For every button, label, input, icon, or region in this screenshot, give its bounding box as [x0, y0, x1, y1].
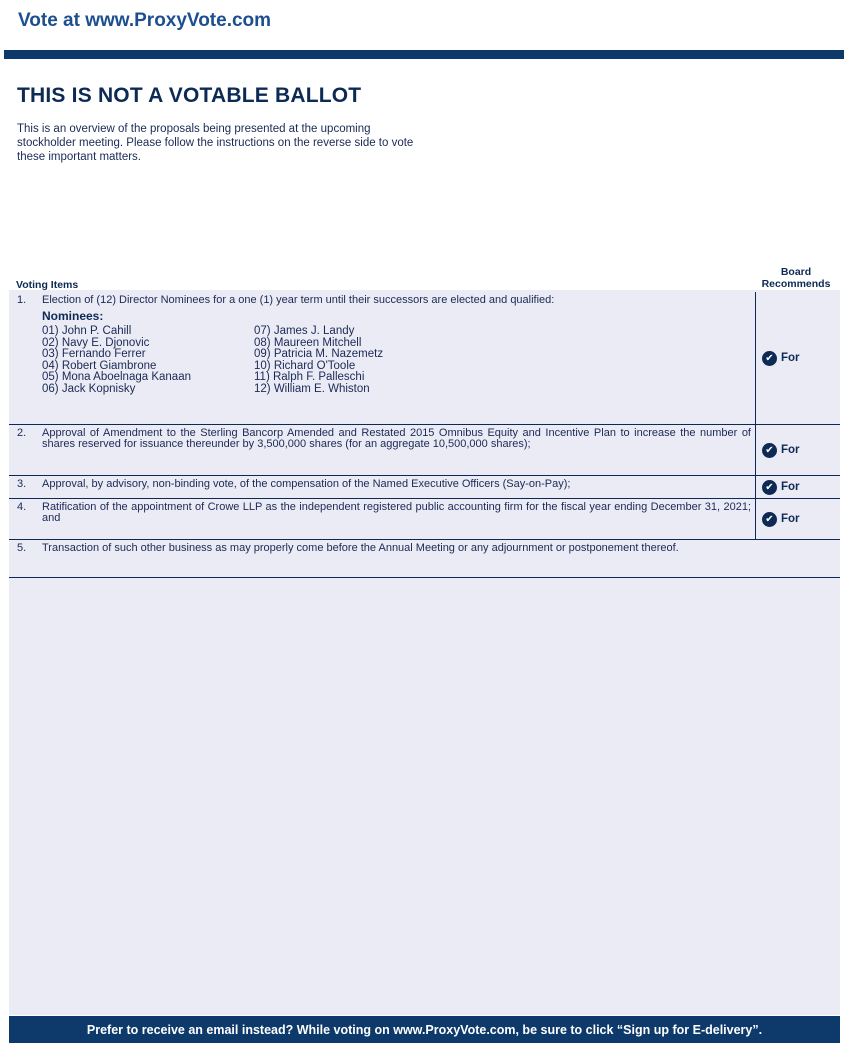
checkmark-icon: ✔ — [762, 351, 777, 366]
nominee: 08) Maureen Mitchell — [254, 336, 362, 349]
nominee: 04) Robert Giambrone — [42, 359, 157, 372]
recommendation-text: For — [781, 352, 800, 364]
item-number: 4. — [17, 501, 27, 513]
voting-item-4 — [9, 499, 840, 540]
recommendation-text: For — [781, 513, 800, 525]
item-number: 2. — [17, 427, 27, 439]
nominee: 02) Navy E. Djonovic — [42, 336, 150, 349]
email-delivery-banner: Prefer to receive an email instead? While voting on www.ProxyVote.com, be sure to click “Sign up for E-delivery”. — [9, 1016, 840, 1043]
vote-header: Vote at www.ProxyVote.com — [18, 10, 272, 31]
voting-item-5 — [9, 540, 840, 578]
nominees-label: Nominees: — [42, 309, 104, 323]
board-recommendation — [755, 476, 840, 498]
item-text: Ratification of the appointment of Crowe LLP as the independent registered public accounting firm for the fiscal year ending December 31, 2021; and — [42, 501, 751, 524]
nominee: 12) William E. Whiston — [254, 382, 370, 395]
checkmark-icon: ✔ — [762, 512, 777, 527]
nominee: 03) Fernando Ferrer — [42, 348, 146, 360]
voting-item-3 — [9, 476, 840, 499]
item-number: 1. — [17, 294, 27, 306]
board-label: Board — [780, 266, 812, 278]
recommendation-text: For — [781, 444, 800, 456]
nominee: 01) John P. Cahill — [42, 325, 132, 337]
board-recommends-heading — [755, 266, 837, 290]
item-text: Approval, by advisory, non-binding vote, of the compensation of the Named Executive Officers (Say-on-Pay); — [42, 478, 571, 490]
nominee: 09) Patricia M. Nazemetz — [254, 348, 384, 360]
nominees-list — [42, 326, 751, 395]
nominee: 11) Ralph F. Palleschi — [254, 371, 365, 383]
item-text: Election of (12) Director Nominees for a one (1) year term until their successors are elected and qualified: — [42, 294, 555, 306]
board-recommendation — [755, 425, 840, 475]
nominee: 07) James J. Landy — [254, 325, 355, 337]
item-text: Approval of Amendment to the Sterling Bancorp Amended and Restated 2015 Omnibus Equity and Incentive Plan to increase the number of shares reserved for issuance thereunder by 3,500,000 shares (for an aggregate 10,500,000 shares); — [42, 427, 751, 450]
checkmark-icon: ✔ — [762, 480, 777, 495]
item-number: 5. — [17, 542, 27, 554]
header-divider-bar — [4, 50, 844, 59]
item-number: 3. — [17, 478, 27, 490]
voting-items-table — [9, 292, 840, 578]
recommends-label: Recommends — [761, 278, 831, 290]
board-recommendation-empty — [755, 540, 840, 577]
intro-text: This is an overview of the proposals being presented at the upcoming stockholder meeting. Please follow the instructions on the reverse side to vote these important matters. — [17, 123, 414, 163]
item-text: Transaction of such other business as may properly come before the Annual Meeting or any adjournment or postponement thereof. — [42, 542, 679, 554]
voting-item-2 — [9, 425, 840, 476]
voting-item-1 — [9, 292, 840, 425]
board-recommendation — [755, 292, 840, 424]
board-recommendation — [755, 499, 840, 539]
nominee: 05) Mona Aboelnaga Kanaan — [42, 371, 191, 383]
page-title: THIS IS NOT A VOTABLE BALLOT — [17, 84, 362, 107]
nominee: 06) Jack Kopnisky — [42, 382, 136, 395]
voting-items-heading: Voting Items — [16, 279, 79, 291]
checkmark-icon: ✔ — [762, 443, 777, 458]
nominee: 10) Richard O'Toole — [254, 359, 356, 372]
recommendation-text: For — [781, 481, 800, 493]
